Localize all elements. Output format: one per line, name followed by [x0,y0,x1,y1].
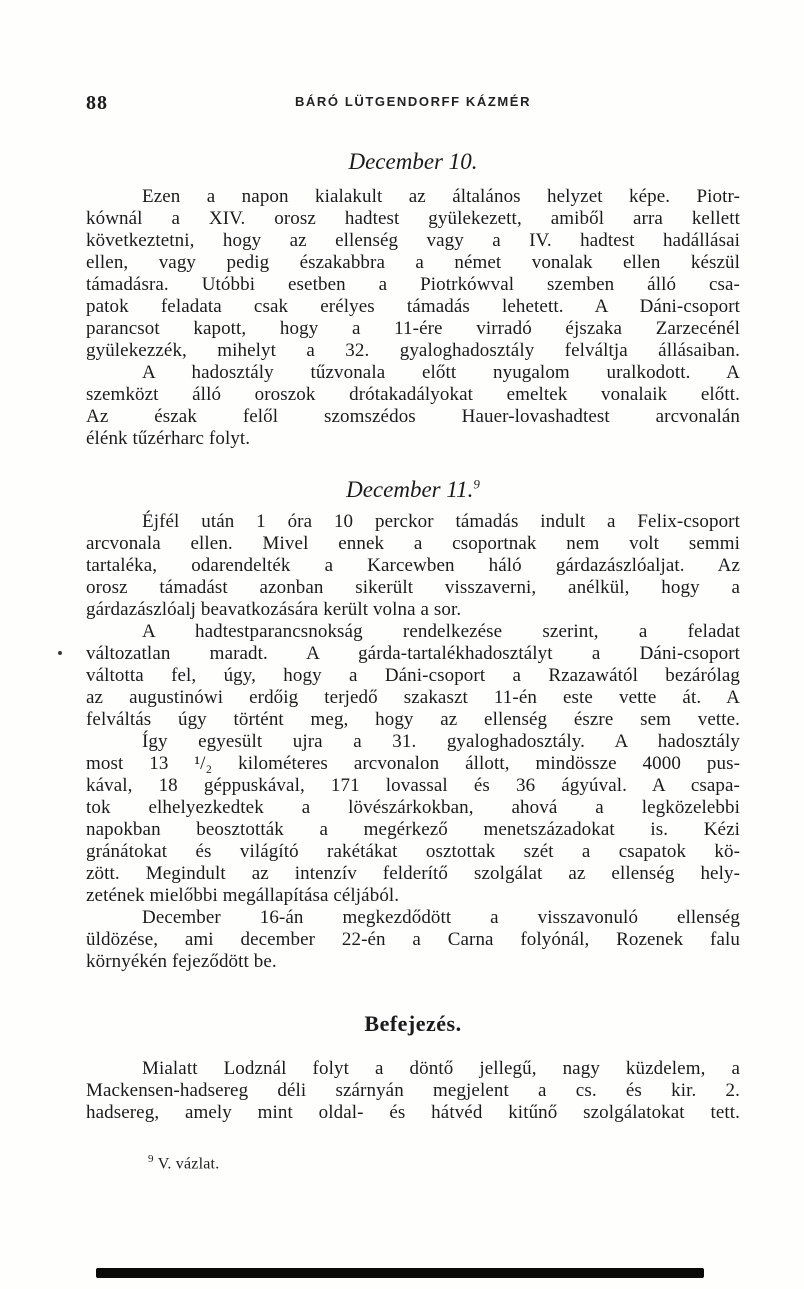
paragraph [86,1058,740,1124]
text-line: kával, 18 géppuskával, 171 lovassal és 36 ágyúval. A csapa- [86,775,740,796]
text-line: az augustinówi erdőig terjedő szakaszt 11-én este vette át. A [86,687,740,708]
text-line: December 16-án megkezdődött a visszavonuló ellenség [142,907,740,928]
text-line: váltotta fel, úgy, hogy a Dáni-csoport a Rzazawától bezárólag [86,665,740,686]
paragraph [86,362,740,450]
footnote-reference: 9 [473,476,480,492]
text-line: szemközt álló oroszok drótakadályokat emeltek vonalaik előtt. [86,384,740,405]
text-line: Mialatt Lodznál folyt a döntő jellegű, nagy küzdelem, a [142,1058,740,1079]
paragraph [86,621,740,731]
paragraph [86,907,740,973]
paragraph [86,731,740,907]
section-heading: Befejezés. [364,1011,462,1036]
text-line: A hadtestparancsnokság rendelkezése szerint, a feladat [142,621,740,642]
text-line: most 13 ¹/₂ kilométeres arcvonalon állott, mindössze 4000 pus- [86,753,740,774]
text-line: kównál a XIV. orosz hadtest gyülekezett, amiből arra kellett [86,208,740,229]
text-line: parancsot kapott, hogy a 11-ére virradó éjszaka Zarzecénél [86,318,740,339]
text-line: orosz támadást azonban sikerült visszaverni, anélkül, hogy a [86,577,740,598]
text-line: Ezen a napon kialakult az általános helyzet képe. Piotr- [142,186,740,207]
text-line: napokban beosztották a megérkező menetszázadokat is. Kézi [86,819,740,840]
text-line: tok elhelyezkedtek a lövészárkokban, ahová a legközelebbi [86,797,740,818]
text-line: ellen, vagy pedig északabbra a német vonalak ellen készül [86,252,740,273]
text-line: Éjfél után 1 óra 10 perckor támadás indult a Felix-csoport [142,511,740,532]
text-line: környékén fejeződött be. [86,951,277,972]
text-line: gránátokat és világító rakétákat osztottak szét a csapatok kö- [86,841,740,862]
text-line: következtetni, hogy az ellenség vagy a IV. hadtest hadállásai [86,230,740,251]
text-line: Az észak felől szomszédos Hauer-lovashadtest arcvonalán [86,406,740,427]
page-number: 88 [86,92,108,114]
footnote [148,1153,219,1173]
text-line: üldözése, ami december 22-én a Carna folyónál, Rozenek falu [86,929,740,950]
page-header [86,92,740,112]
paragraph [86,186,740,362]
text-line: Mackensen-hadsereg déli szárnyán megjelent a cs. és kir. 2. [86,1080,740,1101]
margin-ink-dot-artifact [58,651,62,655]
footnote-text: V. vázlat. [157,1155,220,1173]
text-line: felváltás úgy történt meg, hogy az ellenség észre sem vette. [86,709,740,730]
section-heading: December 10. [348,149,478,174]
text-line: változatlan maradt. A gárda-tartalékhadosztályt a Dáni-csoport [86,643,740,664]
text-line: Így egyesült ujra a 31. gyaloghadosztály. A hadosztály [142,731,740,752]
text-line: gyülekezzék, mihelyt a 32. gyaloghadosztály felváltja állásaiban. [86,340,740,361]
text-line: támadásra. Utóbbi esetben a Piotrkówval szemben álló csa- [86,274,740,295]
text-line: élénk tűzérharc folyt. [86,428,251,449]
text-line: A hadosztály tűzvonala előtt nyugalom uralkodott. A [142,362,740,383]
text-line: tartaléka, odarendelték a Karcewben háló gárdazászlóaljat. Az [86,555,740,576]
footnote-marker: 9 [148,1153,154,1165]
text-line: zetének mielőbbi megállapítása céljából. [86,885,400,906]
running-title: BÁRÓ LÜTGENDORFF KÁZMÉR [294,94,532,109]
section-heading: December 11.$^9$ [346,476,480,502]
paragraph [86,511,740,621]
text-line: gárdazászlóalj beavatkozására került volna a sor. [86,599,462,620]
scan-edge-bar-artifact [96,1268,704,1278]
text-line: arcvonala ellen. Mivel ennek a csoportnak nem volt semmi [86,533,740,554]
text-line: patok feladata csak erélyes támadás lehetett. A Dáni-csoport [86,296,740,317]
text-line: zött. Megindult az intenzív felderítő szolgálat az ellenség hely- [86,863,740,884]
text-line: hadsereg, amely mint oldal- és hátvéd kitűnő szolgálatokat tett. [86,1102,740,1123]
page-body [86,148,740,1124]
